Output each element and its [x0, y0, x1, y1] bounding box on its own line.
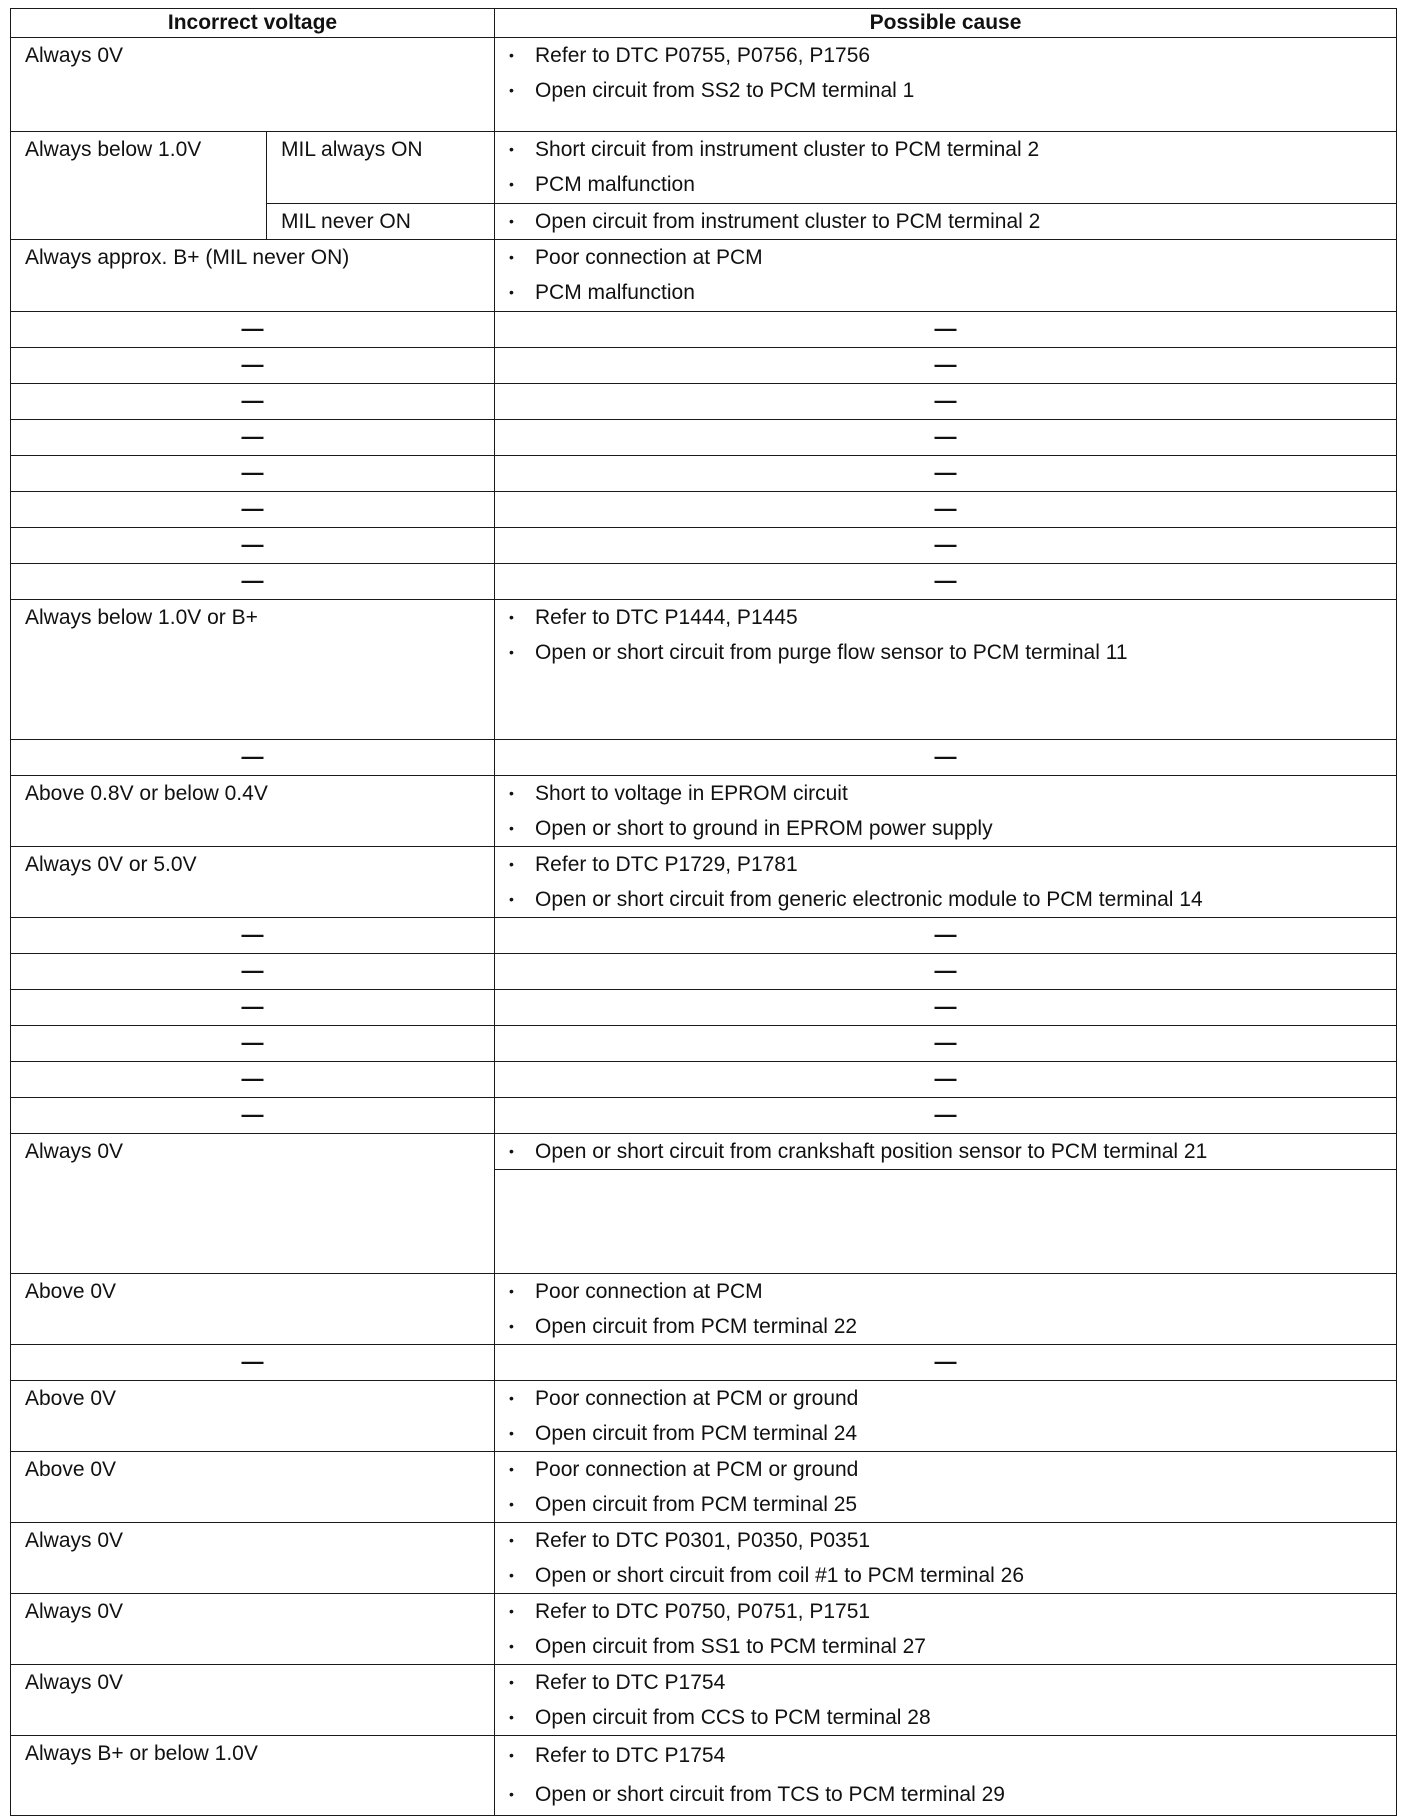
bullet-icon: •: [509, 1603, 514, 1619]
cause-cell: [495, 240, 1397, 312]
bullet-icon: •: [509, 1567, 514, 1583]
cause-item: [509, 132, 1382, 167]
cause-text: Open or short circuit from generic electronic module to PCM terminal 14: [535, 888, 1203, 911]
bullet-icon: •: [509, 47, 514, 63]
voltage-cell: Above 0V: [11, 1452, 495, 1523]
cause-text: Open circuit from instrument cluster to PCM terminal 2: [535, 210, 1041, 233]
table-row: [11, 1062, 1397, 1098]
table-row: [11, 1665, 1397, 1736]
cause-text: Refer to DTC P1754: [535, 1671, 726, 1694]
bullet-icon: •: [509, 1390, 514, 1406]
bullet-icon: •: [509, 644, 514, 660]
voltage-cell: Always 0V: [11, 1134, 495, 1170]
voltage-cell: Above 0V: [11, 1381, 495, 1452]
voltage-cell: Always 0V: [11, 38, 495, 132]
cause-cell: [495, 1274, 1397, 1345]
cause-dash: —: [495, 564, 1397, 600]
table-row: [11, 456, 1397, 492]
condition-cell: MIL never ON: [267, 204, 495, 240]
cause-cell: [495, 204, 1397, 240]
voltage-cell: Above 0V: [11, 1274, 495, 1345]
bullet-icon: •: [509, 82, 514, 98]
cause-dash: —: [495, 312, 1397, 348]
voltage-cell-continued: [11, 1170, 495, 1274]
cause-cell: [495, 847, 1397, 918]
cause-item: [509, 167, 1382, 202]
table-row: [11, 132, 1397, 204]
cause-item: [509, 1775, 1382, 1814]
cause-text: Poor connection at PCM or ground: [535, 1458, 859, 1481]
bullet-icon: •: [509, 1638, 514, 1654]
cause-dash: —: [495, 954, 1397, 990]
table-row: [11, 1274, 1397, 1345]
voltage-dash: —: [11, 1345, 495, 1381]
voltage-cell: Always 0V: [11, 1594, 495, 1665]
bullet-icon: •: [509, 609, 514, 625]
cause-item: [509, 204, 1382, 239]
cause-cell: [495, 1452, 1397, 1523]
bullet-icon: •: [509, 176, 514, 192]
voltage-dash: —: [11, 1062, 495, 1098]
cause-dash: —: [495, 456, 1397, 492]
table-row: [11, 600, 1397, 740]
cause-dash: —: [495, 420, 1397, 456]
voltage-cell-continued: [11, 204, 267, 240]
cause-item: [509, 1736, 1382, 1775]
bullet-icon: •: [509, 141, 514, 157]
cause-item: [509, 1629, 1382, 1664]
cause-item: [509, 1700, 1382, 1735]
bullet-icon: •: [509, 213, 514, 229]
bullet-icon: •: [509, 1674, 514, 1690]
cause-item: [509, 1594, 1382, 1629]
cause-text: Open circuit from CCS to PCM terminal 28: [535, 1706, 931, 1729]
cause-text: PCM malfunction: [535, 281, 695, 304]
voltage-dash: —: [11, 528, 495, 564]
table-row: [11, 954, 1397, 990]
cause-text: Open circuit from SS1 to PCM terminal 27: [535, 1635, 926, 1658]
cause-item: [509, 847, 1382, 882]
table-row: [11, 1134, 1397, 1170]
table-row: [11, 1523, 1397, 1594]
bullet-icon: •: [509, 1747, 514, 1763]
bullet-icon: •: [509, 1461, 514, 1477]
bullet-icon: •: [509, 891, 514, 907]
cause-item: [509, 1381, 1382, 1416]
voltage-cell: Always 0V: [11, 1665, 495, 1736]
cause-text: Refer to DTC P1444, P1445: [535, 606, 798, 629]
cause-dash: —: [495, 918, 1397, 954]
voltage-dash: —: [11, 456, 495, 492]
cause-dash: —: [495, 1098, 1397, 1134]
cause-text: Short to voltage in EPROM circuit: [535, 782, 848, 805]
cause-dash: —: [495, 348, 1397, 384]
cause-item: [509, 1487, 1382, 1522]
cause-text: Poor connection at PCM: [535, 246, 763, 269]
cause-dash: —: [495, 1026, 1397, 1062]
voltage-dash: —: [11, 348, 495, 384]
table-row: [11, 1381, 1397, 1452]
voltage-cell: Always B+ or below 1.0V: [11, 1736, 495, 1816]
cause-item: [509, 1274, 1382, 1309]
voltage-diagnosis-table: [10, 8, 1397, 1816]
cause-dash: —: [495, 740, 1397, 776]
table-row: [11, 384, 1397, 420]
cause-dash: —: [495, 384, 1397, 420]
voltage-dash: —: [11, 384, 495, 420]
voltage-cell: Always approx. B+ (MIL never ON): [11, 240, 495, 312]
cause-text: Refer to DTC P1754: [535, 1744, 726, 1767]
table-row: [11, 240, 1397, 312]
cause-item: [509, 275, 1382, 310]
cause-text: Open circuit from PCM terminal 22: [535, 1315, 858, 1338]
table-row: [11, 204, 1397, 240]
cause-item: [509, 1523, 1382, 1558]
cause-cell: [495, 132, 1397, 204]
bullet-icon: •: [509, 1709, 514, 1725]
voltage-dash: —: [11, 990, 495, 1026]
voltage-dash: —: [11, 312, 495, 348]
bullet-icon: •: [509, 249, 514, 265]
cause-cell: [495, 1594, 1397, 1665]
cause-text: Open or short circuit from crankshaft position sensor to PCM terminal 21: [535, 1140, 1208, 1163]
bullet-icon: •: [509, 1496, 514, 1512]
cause-cell: [495, 1523, 1397, 1594]
voltage-cell: Always below 1.0V: [11, 132, 267, 204]
cause-dash: —: [495, 1062, 1397, 1098]
cause-text: Open or short circuit from purge flow sensor to PCM terminal 11: [535, 641, 1128, 664]
cause-item: [509, 1558, 1382, 1593]
cause-text: PCM malfunction: [535, 173, 695, 196]
cause-text: Refer to DTC P0755, P0756, P1756: [535, 44, 871, 67]
cause-text: Open or short circuit from coil #1 to PCM terminal 26: [535, 1564, 1025, 1587]
cause-text: Open circuit from SS2 to PCM terminal 1: [535, 79, 915, 102]
bullet-icon: •: [509, 1425, 514, 1441]
cause-item: [509, 1309, 1382, 1344]
bullet-icon: •: [509, 1318, 514, 1334]
voltage-dash: —: [11, 564, 495, 600]
voltage-cell: Always 0V: [11, 1523, 495, 1594]
table-row: [11, 1345, 1397, 1381]
voltage-cell: Always below 1.0V or B+: [11, 600, 495, 740]
cause-item: [509, 600, 1382, 635]
cause-item: [509, 1452, 1382, 1487]
cause-item: [509, 811, 1382, 846]
cause-cell: [495, 1665, 1397, 1736]
header-incorrect-voltage: Incorrect voltage: [11, 9, 495, 38]
bullet-icon: •: [509, 820, 514, 836]
cause-text: Refer to DTC P0750, P0751, P1751: [535, 1600, 871, 1623]
voltage-cell: Above 0.8V or below 0.4V: [11, 776, 495, 847]
bullet-icon: •: [509, 1786, 514, 1802]
cause-dash: —: [495, 492, 1397, 528]
table-row: [11, 1452, 1397, 1523]
cause-cell: [495, 1134, 1397, 1170]
bullet-icon: •: [509, 856, 514, 872]
cause-cell: [495, 776, 1397, 847]
bullet-icon: •: [509, 284, 514, 300]
cause-item: [509, 1134, 1382, 1169]
bullet-icon: •: [509, 785, 514, 801]
table-row: [11, 38, 1397, 132]
condition-cell: MIL always ON: [267, 132, 495, 204]
table-row: [11, 1170, 1397, 1274]
cause-cell: [495, 38, 1397, 132]
cause-item: [509, 38, 1382, 73]
cause-text: Refer to DTC P1729, P1781: [535, 853, 798, 876]
cause-cell: [495, 600, 1397, 740]
cause-text: Poor connection at PCM: [535, 1280, 763, 1303]
cause-cell-empty: [495, 1170, 1397, 1274]
table-row: [11, 312, 1397, 348]
table-row: [11, 564, 1397, 600]
voltage-dash: —: [11, 420, 495, 456]
table-row: [11, 492, 1397, 528]
table-row: [11, 528, 1397, 564]
voltage-dash: —: [11, 918, 495, 954]
cause-dash: —: [495, 528, 1397, 564]
table-row: [11, 1026, 1397, 1062]
cause-dash: —: [495, 1345, 1397, 1381]
voltage-dash: —: [11, 492, 495, 528]
cause-item: [509, 240, 1382, 275]
cause-item: [509, 776, 1382, 811]
table-row: [11, 1594, 1397, 1665]
bullet-icon: •: [509, 1143, 514, 1159]
table-row: [11, 918, 1397, 954]
table-row: [11, 847, 1397, 918]
table-row: [11, 740, 1397, 776]
table-header-row: [11, 9, 1397, 38]
voltage-dash: —: [11, 954, 495, 990]
cause-dash: —: [495, 990, 1397, 1026]
cause-text: Short circuit from instrument cluster to PCM terminal 2: [535, 138, 1040, 161]
cause-item: [509, 882, 1382, 917]
bullet-icon: •: [509, 1532, 514, 1548]
bullet-icon: •: [509, 1283, 514, 1299]
cause-item: [509, 1665, 1382, 1700]
cause-item: [509, 73, 1382, 108]
cause-item: [509, 635, 1382, 670]
cause-text: Open circuit from PCM terminal 24: [535, 1422, 858, 1445]
voltage-cell: Always 0V or 5.0V: [11, 847, 495, 918]
table-row: [11, 348, 1397, 384]
voltage-dash: —: [11, 1026, 495, 1062]
table-row: [11, 1098, 1397, 1134]
voltage-diagnosis-table-page: [10, 8, 1396, 1816]
voltage-dash: —: [11, 740, 495, 776]
cause-text: Refer to DTC P0301, P0350, P0351: [535, 1529, 871, 1552]
cause-cell: [495, 1381, 1397, 1452]
table-row: [11, 990, 1397, 1026]
cause-text: Open or short to ground in EPROM power supply: [535, 817, 993, 840]
cause-text: Poor connection at PCM or ground: [535, 1387, 859, 1410]
table-row: [11, 776, 1397, 847]
cause-text: Open circuit from PCM terminal 25: [535, 1493, 858, 1516]
header-possible-cause: Possible cause: [495, 9, 1397, 38]
cause-item: [509, 1416, 1382, 1451]
voltage-dash: —: [11, 1098, 495, 1134]
table-row: [11, 420, 1397, 456]
cause-text: Open or short circuit from TCS to PCM terminal 29: [535, 1783, 1005, 1806]
